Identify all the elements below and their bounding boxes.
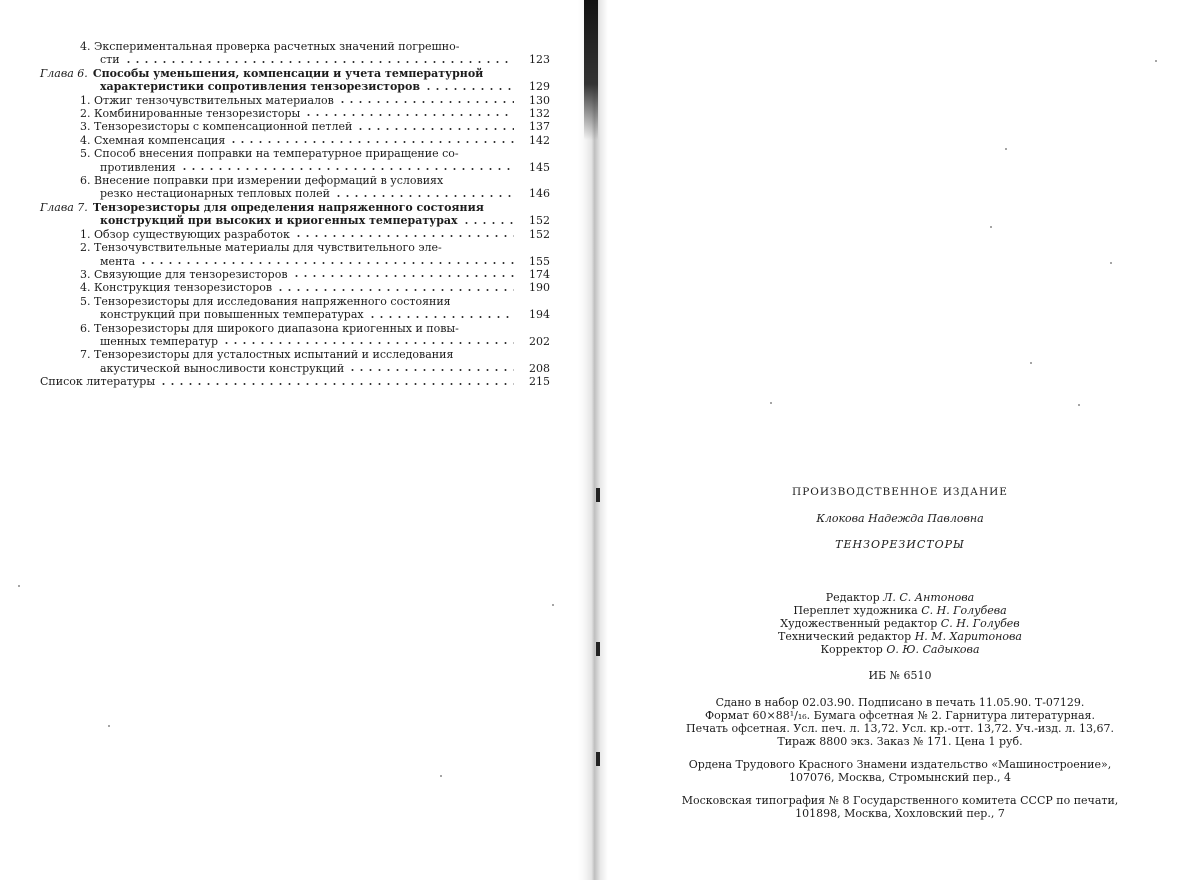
toc-entry <box>40 295 550 322</box>
publisher-line: 107076, Москва, Стромынский пер., 4 <box>788 771 1012 784</box>
credit-role: Переплет художника <box>793 604 918 617</box>
toc-entry <box>40 281 550 294</box>
toc-line <box>40 94 550 107</box>
scan-speck <box>108 725 110 727</box>
toc-entry-title: характеристики сопротивления тензорезисторов <box>100 80 420 94</box>
toc-page-number: 208 <box>529 361 550 375</box>
toc-line <box>40 201 550 214</box>
dot-leader <box>292 274 514 278</box>
dot-leader <box>462 221 514 225</box>
dot-leader <box>338 100 514 104</box>
toc-entry-title: 4. Конструкция тензорезисторов <box>80 281 273 295</box>
toc-entry-title: конструкций при повышенных температурах <box>100 308 364 322</box>
toc-entry <box>40 134 550 147</box>
toc-line <box>40 147 550 160</box>
printer-line: 101898, Москва, Хохловский пер., 7 <box>795 807 1005 820</box>
toc-entry <box>40 107 550 120</box>
dot-leader <box>229 140 514 144</box>
credit-role: Редактор <box>825 591 880 604</box>
toc-page-number: 129 <box>529 80 550 94</box>
toc-entry-title: 1. Обзор существующих разработок <box>80 227 290 241</box>
toc-entry-title: 1. Отжиг тензочувствительных материалов <box>80 93 334 107</box>
toc-page-number: 174 <box>529 267 550 281</box>
print-info-line: Тираж 8800 экз. Заказ № 171. Цена 1 руб. <box>777 735 1023 748</box>
credits-list <box>640 591 1160 656</box>
left-page <box>0 0 590 880</box>
toc-entry-title: 3. Тензорезисторы с компенсационной петлей <box>80 120 353 134</box>
toc-entry-title: мента <box>100 254 136 268</box>
toc-entry-title: Список литературы <box>40 375 156 389</box>
dot-leader <box>124 60 514 64</box>
toc-line <box>40 255 550 268</box>
toc-line <box>40 348 550 361</box>
toc-entry-title: 6. Внесение поправки при измерении деформаций в условиях <box>80 174 444 188</box>
toc-entry <box>40 67 550 94</box>
toc-line <box>40 281 550 294</box>
right-page <box>610 0 1200 880</box>
table-of-contents <box>40 40 550 389</box>
author-name: Клокова Надежда Павловна <box>816 512 984 525</box>
toc-entry <box>40 174 550 201</box>
toc-entry <box>40 268 550 281</box>
colophon <box>640 486 1160 830</box>
book-title: ТЕНЗОРЕЗИСТОРЫ <box>835 538 965 551</box>
ib-number: ИБ № 6510 <box>868 669 932 682</box>
toc-page-number: 145 <box>529 160 550 174</box>
credit-line <box>640 643 1160 656</box>
binding-mark <box>596 488 600 502</box>
dot-leader <box>222 341 514 345</box>
toc-entry-title: 2. Тензочувствительные материалы для чувствительного эле- <box>80 241 442 255</box>
credit-name: Л. С. Антонова <box>883 591 975 604</box>
toc-line <box>40 40 550 53</box>
toc-entry-title: Тензорезисторы для определения напряженного состояния <box>92 200 484 214</box>
credit-line <box>640 630 1160 643</box>
toc-entry-title: 5. Способ внесения поправки на температурное приращение со- <box>80 147 459 161</box>
toc-entry <box>40 147 550 174</box>
toc-entry <box>40 322 550 349</box>
dot-leader <box>368 315 514 319</box>
binding-mark <box>596 752 600 766</box>
printer-info <box>640 794 1160 820</box>
toc-line <box>40 375 550 388</box>
toc-line <box>40 161 550 174</box>
scan-speck <box>1155 60 1157 62</box>
toc-line <box>40 268 550 281</box>
toc-entry <box>40 94 550 107</box>
scan-speck <box>552 604 554 606</box>
toc-page-number: 215 <box>529 375 550 389</box>
toc-entry <box>40 201 550 228</box>
scan-speck <box>440 775 442 777</box>
toc-entry <box>40 348 550 375</box>
print-info-line: Сдано в набор 02.03.90. Подписано в печать 11.05.90. Т-07129. <box>715 696 1085 709</box>
toc-entry <box>40 375 550 388</box>
binding-mark <box>596 642 600 656</box>
toc-entry <box>40 40 550 67</box>
toc-line <box>40 120 550 133</box>
toc-entry-title: противления <box>100 160 176 174</box>
dot-leader <box>276 288 514 292</box>
toc-page-number: 190 <box>529 281 550 295</box>
chapter-label: Глава 7. <box>40 200 88 214</box>
toc-page-number: 137 <box>529 120 550 134</box>
credit-name: О. Ю. Садыкова <box>886 643 980 656</box>
toc-line <box>40 67 550 80</box>
toc-line <box>40 228 550 241</box>
toc-line <box>40 322 550 335</box>
dot-leader <box>294 234 514 238</box>
toc-entry-title: 4. Схемная компенсация <box>80 133 226 147</box>
toc-line <box>40 335 550 348</box>
toc-entry-title: 2. Комбинированные тензорезисторы <box>80 107 301 121</box>
credit-name: С. Н. Голубева <box>921 604 1007 617</box>
toc-line <box>40 80 550 93</box>
toc-page-number: 146 <box>529 187 550 201</box>
credit-role: Корректор <box>820 643 883 656</box>
toc-line <box>40 53 550 66</box>
scan-speck <box>1078 404 1080 406</box>
toc-entry-title: 7. Тензорезисторы для усталостных испытаний и исследования <box>80 348 454 362</box>
toc-entry <box>40 120 550 133</box>
publisher-line: Ордена Трудового Красного Знамени издательство «Машиностроение», <box>688 758 1112 771</box>
toc-entry-title: сти <box>100 53 120 67</box>
scan-speck <box>1110 262 1112 264</box>
toc-page-number: 194 <box>529 308 550 322</box>
credit-name: Н. М. Харитонова <box>914 630 1022 643</box>
toc-page-number: 130 <box>529 93 550 107</box>
scan-speck <box>18 585 20 587</box>
credit-role: Технический редактор <box>778 630 912 643</box>
toc-page-number: 132 <box>529 107 550 121</box>
credit-line <box>640 591 1160 604</box>
scan-speck <box>1030 362 1032 364</box>
dot-leader <box>334 194 514 198</box>
toc-entry-title: резко нестационарных тепловых полей <box>100 187 330 201</box>
edition-kind: ПРОИЗВОДСТВЕННОЕ ИЗДАНИЕ <box>792 486 1008 498</box>
credit-role: Художественный редактор <box>780 617 938 630</box>
dot-leader <box>139 261 514 265</box>
dot-leader <box>348 368 514 372</box>
publisher-info <box>640 758 1160 784</box>
toc-entry-title: 5. Тензорезисторы для исследования напряженного состояния <box>80 294 451 308</box>
toc-entry-title: шенных температур <box>100 334 219 348</box>
toc-entry-title: Способы уменьшения, компенсации и учета температурной <box>92 66 484 80</box>
toc-entry <box>40 241 550 268</box>
toc-line <box>40 107 550 120</box>
toc-entry-title: конструкций при высоких и криогенных температурах <box>100 214 458 228</box>
dot-leader <box>180 167 514 171</box>
toc-line <box>40 187 550 200</box>
toc-page-number: 152 <box>529 227 550 241</box>
toc-entry-title: 6. Тензорезисторы для широкого диапазона криогенных и повы- <box>80 321 459 335</box>
dot-leader <box>424 87 514 91</box>
dot-leader <box>304 113 514 117</box>
toc-page-number: 155 <box>529 254 550 268</box>
print-info-line: Формат 60×88¹/₁₆. Бумага офсетная № 2. Гарнитура литературная. <box>705 709 1095 722</box>
toc-entry-title: 3. Связующие для тензорезисторов <box>80 267 288 281</box>
toc-entry-title: акустической выносливости конструкций <box>100 361 345 375</box>
toc-page-number: 123 <box>529 53 550 67</box>
scan-speck <box>990 226 992 228</box>
chapter-label: Глава 6. <box>40 66 88 80</box>
print-info <box>640 696 1160 748</box>
scan-speck <box>770 402 772 404</box>
toc-line <box>40 308 550 321</box>
dot-leader <box>356 127 514 131</box>
toc-line <box>40 295 550 308</box>
toc-entry <box>40 228 550 241</box>
credit-line <box>640 617 1160 630</box>
toc-entry-title: 4. Экспериментальная проверка расчетных значений погрешно- <box>80 40 460 53</box>
toc-page-number: 142 <box>529 133 550 147</box>
toc-line <box>40 134 550 147</box>
toc-line <box>40 362 550 375</box>
dot-leader <box>159 382 514 386</box>
toc-line <box>40 174 550 187</box>
toc-line <box>40 214 550 227</box>
toc-page-number: 202 <box>529 334 550 348</box>
credit-line <box>640 604 1160 617</box>
printer-line: Московская типография № 8 Государственного комитета СССР по печати, <box>681 794 1119 807</box>
print-info-line: Печать офсетная. Усл. печ. л. 13,72. Усл. кр.-отт. 13,72. Уч.-изд. л. 13,67. <box>686 722 1114 735</box>
credit-name: С. Н. Голубев <box>940 617 1020 630</box>
toc-line <box>40 241 550 254</box>
scan-speck <box>1005 148 1007 150</box>
toc-page-number: 152 <box>529 214 550 228</box>
